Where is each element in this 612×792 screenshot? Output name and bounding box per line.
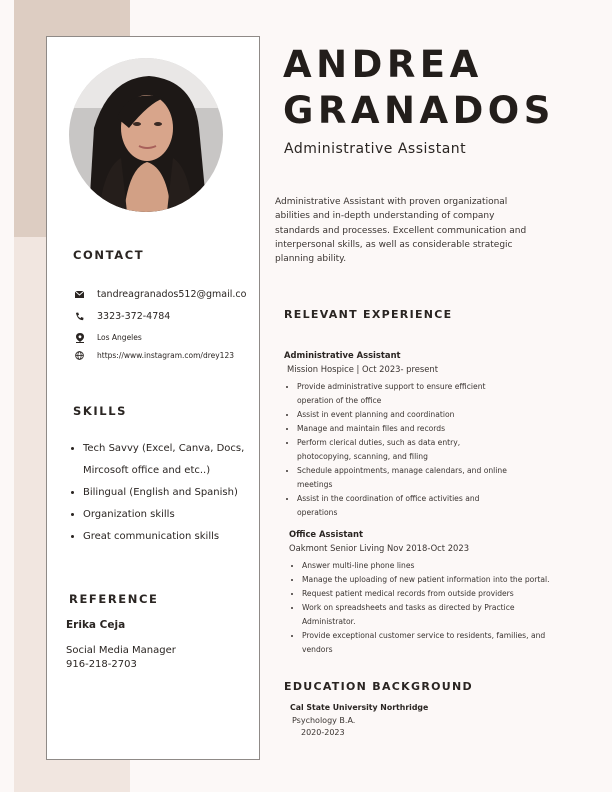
education-heading: EDUCATION BACKGROUND — [284, 680, 473, 693]
phone-text: 3323-372-4784 — [97, 311, 171, 322]
profile-summary: Administrative Assistant with proven organizational abilities and in-depth understanding of company standards and processes. Excellent communication and interpersonal skills, as well as considerable strategic planning ability. — [275, 197, 527, 265]
globe-icon — [75, 351, 84, 360]
list-item: • Answer multi-line phone lines — [302, 559, 552, 573]
list-item: • Manage and maintain files and records — [297, 422, 515, 436]
education-school: Cal State University Northridge — [290, 703, 429, 712]
job-1-meta: Mission Hospice | Oct 2023- present — [287, 364, 439, 374]
reference-heading: REFERENCE — [69, 592, 159, 606]
location-text: Los Angeles — [97, 333, 142, 342]
reference-role: Social Media Manager — [66, 645, 176, 656]
skill-item: • Organization skills — [83, 504, 263, 526]
skills-list — [70, 438, 263, 548]
last-name: GRANADOS — [283, 89, 555, 132]
contact-website[interactable] — [75, 351, 234, 360]
list-item: • Perform clerical duties, such as data entry, photocopying, scanning, and filing — [297, 436, 515, 464]
first-name: ANDREA — [283, 43, 483, 86]
skill-item: • Great communication skills — [83, 526, 263, 548]
job-2-meta: Oakmont Senior Living Nov 2018-Oct 2023 — [289, 543, 470, 553]
contact-email[interactable] — [75, 289, 246, 300]
education-degree: Psychology B.A. — [292, 716, 356, 725]
profile-photo — [69, 58, 223, 212]
phone-icon — [75, 312, 84, 321]
reference-name: Erika Ceja — [66, 619, 126, 631]
list-item: • Request patient medical records from outside providers — [302, 587, 552, 601]
job-title: Administrative Assistant — [284, 141, 467, 157]
list-item: • Provide exceptional customer service to residents, families, and vendors — [302, 629, 552, 657]
job-1-title: Administrative Assistant — [284, 350, 401, 360]
list-item: • Provide administrative support to ensure efficient operation of the office — [297, 380, 515, 408]
job-1-bullets — [287, 380, 515, 520]
reference-phone: 916-218-2703 — [66, 659, 137, 670]
job-2-title: Office Assistant — [289, 529, 363, 539]
list-item: • Manage the uploading of new patient information into the portal. — [302, 573, 552, 587]
job-2-bullets — [292, 559, 552, 657]
education-years: 2020-2023 — [301, 728, 345, 737]
list-item: • Work on spreadsheets and tasks as directed by Practice Administrator. — [302, 601, 552, 629]
mail-icon — [75, 290, 84, 299]
skill-item: • Tech Savvy (Excel, Canva, Docs, Mircosoft office and etc..) — [83, 438, 263, 482]
list-item: • Schedule appointments, manage calendars, and online meetings — [297, 464, 515, 492]
email-text: tandreagranados512@gmail.co — [97, 289, 247, 300]
location-pin-icon — [75, 333, 84, 342]
skills-heading: SKILLS — [73, 404, 128, 418]
contact-phone[interactable] — [75, 311, 170, 322]
list-item: • Assist in event planning and coordination — [297, 408, 515, 422]
list-item: • Assist in the coordination of office activities and operations — [297, 492, 515, 520]
skill-item: • Bilingual (English and Spanish) — [83, 482, 263, 504]
contact-location — [75, 333, 142, 342]
experience-heading: RELEVANT EXPERIENCE — [284, 308, 453, 321]
contact-heading: CONTACT — [73, 248, 145, 262]
website-link: https://www.instagram.com/drey123 — [97, 351, 234, 360]
